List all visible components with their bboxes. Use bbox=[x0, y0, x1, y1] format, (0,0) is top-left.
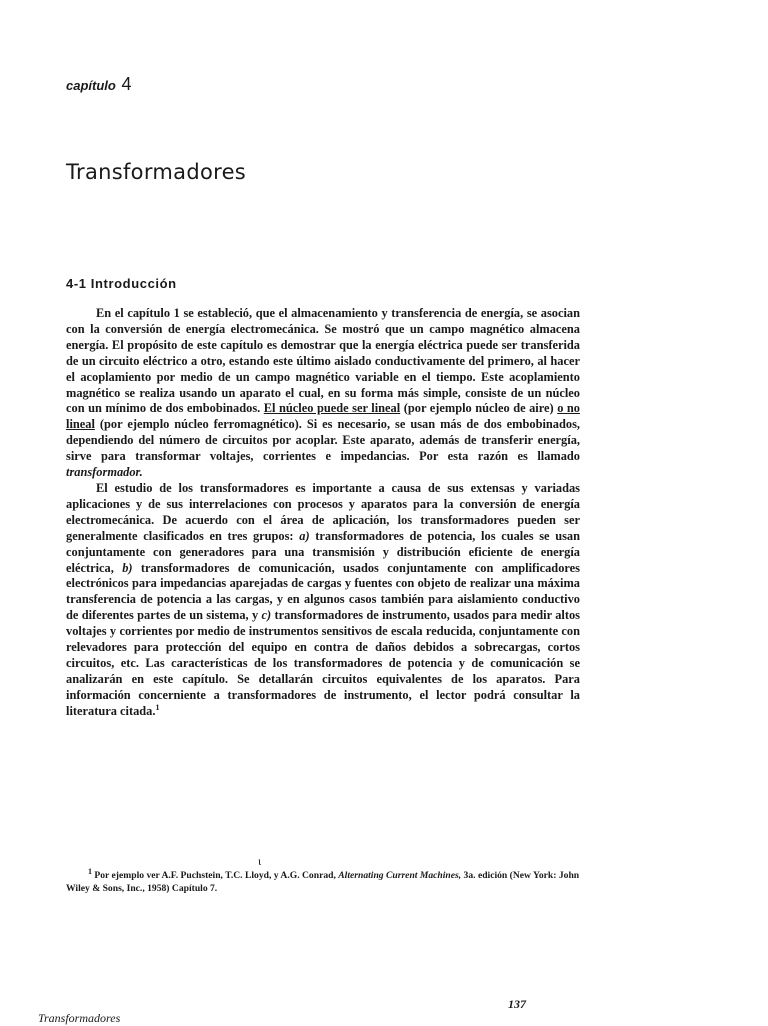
stray-mark: ι bbox=[258, 854, 262, 868]
footnote-reference: 1 bbox=[155, 702, 160, 712]
paragraph-2 bbox=[66, 481, 580, 720]
p1-text-c: (por ejemplo núcleo ferromagnético). Si es necesario, se usan más de dos embobinados, dependiendo del número de circuitos por acoplar. Este aparato, además de transferir energía, sirve para transformar voltajes, corrientes e impedancias. Por esta razón es llamado bbox=[66, 417, 580, 464]
running-footer: Transformadores bbox=[38, 1011, 121, 1025]
p1-text-b: (por ejemplo núcleo de aire) bbox=[400, 401, 558, 416]
page-number: 137 bbox=[508, 997, 526, 1011]
paragraph-1 bbox=[66, 306, 580, 481]
p1-text-a: En el capítulo 1 se estableció, que el almacenamiento y transferencia de energía, se asocian con la conversión de energía electromecánica. Se mostró que un campo magnético almacena energía. El propósito de este capítulo es demostrar que la energía eléctrica puede ser transferida de un circuito eléctrico a otro, estando este último aislado conductivamente del primero, al hacer el acoplamiento por medio de un campo magnético variable en el tiempo. Este acoplamiento magnético se realiza usando un aparato el cual, en su forma más simple, consiste de un núcleo con un mínimo de dos embobinados. bbox=[66, 306, 580, 416]
p2-item-b: b) bbox=[122, 560, 133, 575]
footnote bbox=[66, 866, 586, 895]
footnote-text-b: 3a. edición (New York: John Wiley & Sons, Inc., 1958) Capítulo 7. bbox=[66, 870, 580, 894]
chapter-label bbox=[66, 74, 131, 95]
p2-text-c: transformadores de comunicación, usados conjuntamente con amplificadores electrónicos para impedancias aparejadas de cargas y fuentes con objeto de realizar una máxima transferencia de potencia a las cargas, y en algunos casos también para aislamiento conductivo de diferentes partes de un sistema, y bbox=[66, 560, 580, 623]
p2-item-a: a) bbox=[299, 528, 310, 543]
p2-text-b: transformadores de potencia, los cuales se usan conjuntamente con generadores para una transmisión y distribución eficiente de energía eléctrica, bbox=[66, 528, 581, 575]
footnote-text bbox=[66, 866, 586, 895]
chapter-word: capítulo bbox=[66, 78, 116, 93]
footnote-book-title: Alternating Current Machines, bbox=[338, 870, 462, 881]
footnote-marker: 1 bbox=[88, 866, 92, 876]
p2-item-c: c) bbox=[261, 608, 272, 623]
p2-text-d: transformadores de instrumento, usados para medir altos voltajes y corrientes por medio de instrumentos sensitivos de escala reducida, conjuntamente con relevadores para protección del equipo en contra de daños debidos a sobrecargas, cortos circuitos, etc. Las características de los transformadores de potencia y de comunicación se analizarán en este capítulo. Se detallarán circuitos equivalentes de los aparatos. Para información concerniente a transformadores de instrumento, el lector podrá consultar la literatura citada. bbox=[66, 608, 580, 718]
p1-underline-nonlinear: o no lineal bbox=[66, 401, 580, 432]
p1-emphasis: transformador. bbox=[66, 465, 143, 480]
chapter-number: 4 bbox=[121, 74, 132, 94]
chapter-title: Transformadores bbox=[66, 160, 247, 184]
p2-text-a: El estudio de los transformadores es importante a causa de sus extensas y variadas aplicaciones y de sus interrelaciones con procesos y aparatos para la conversión de energía electromecánica. De acuerdo con el área de aplicación, los transformadores pueden ser generalmente clasificados en tres grupos: bbox=[66, 480, 580, 543]
footnote-text-a: Por ejemplo ver A.F. Puchstein, T.C. Lloyd, y A.G. Conrad, bbox=[92, 870, 339, 881]
section-heading: 4-1 Introducción bbox=[66, 276, 177, 291]
p1-underline-linear: El núcleo puede ser lineal bbox=[263, 401, 401, 416]
body-text bbox=[66, 306, 580, 720]
